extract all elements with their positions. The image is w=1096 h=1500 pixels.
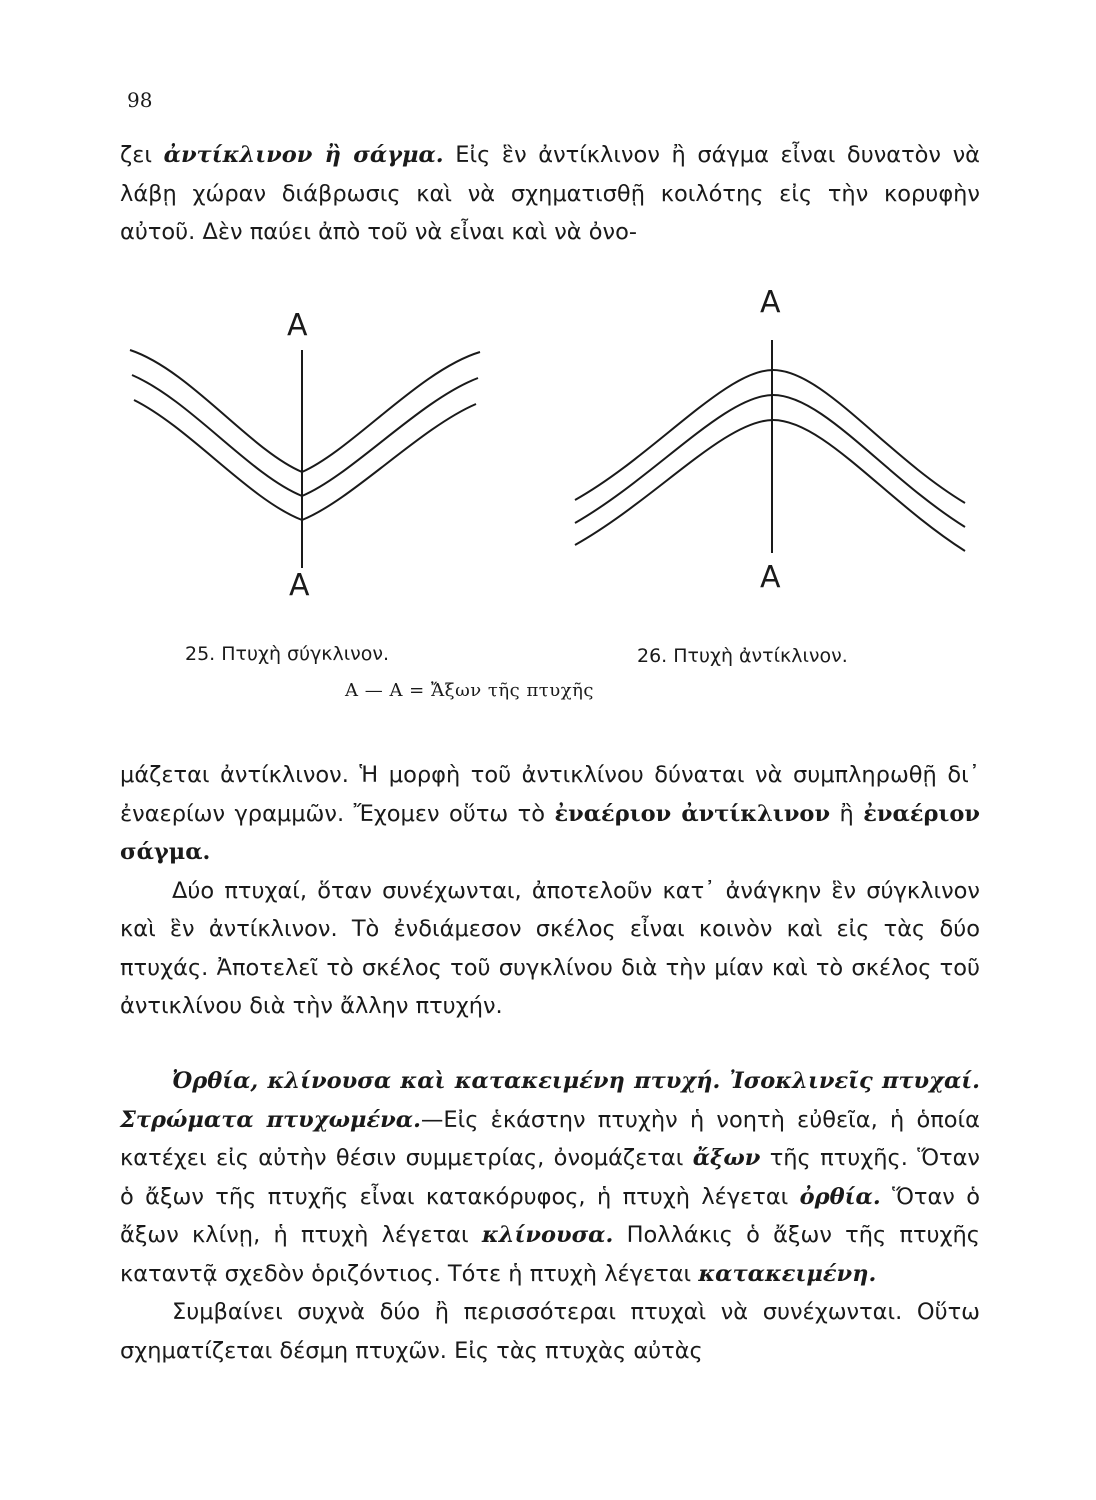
term-upright: ὀρθία.: [799, 1183, 881, 1210]
syncline-axis-bottom-label: A: [289, 568, 310, 603]
bottom-text-4: Πολλάκις ὁ ἄξων τῆς πτυχῆς καταντᾷ σχεδὸν ὁριζόντιος. Τότε ἡ πτυχὴ λέγεται: [120, 1222, 980, 1287]
middle-paragraphs-block: [120, 756, 980, 1026]
top-paragraph-start: ζει: [120, 142, 164, 168]
term-inclined: κλίνουσα.: [481, 1222, 614, 1248]
top-paragraph-block: [120, 136, 980, 252]
figure-syncline: [120, 300, 490, 630]
term-recumbent: κατακειμένη.: [698, 1260, 877, 1287]
syncline-layer-3: [134, 400, 476, 520]
bottom-section-block: [120, 1062, 980, 1370]
syncline-axis-top-label: A: [287, 308, 308, 343]
syncline-layer-1: [130, 350, 480, 472]
caption-anticline: 26. Πτυχὴ ἀντίκλινον.: [637, 645, 848, 667]
anticline-axis-bottom-label: A: [760, 560, 781, 595]
bottom-text-2: τῆς πτυχῆς. Ὅταν ὁ ἄξων τῆς πτυχῆς εἶναι κατακόρυφος, ἡ πτυχὴ λέγεται: [120, 1145, 980, 1210]
anticline-axis-top-label: A: [760, 285, 781, 320]
term-aerial-saddle: ἐναέριον σάγμα.: [120, 800, 981, 865]
page-number: 98: [127, 88, 153, 112]
caption-syncline: 25. Πτυχὴ σύγκλινον.: [185, 643, 390, 665]
syncline-layer-2: [132, 375, 478, 496]
middle-paragraph-2: Δύο πτυχαί, ὅταν συνέχωνται, ἀποτελοῦν κατ᾽ ἀνάγκην ἓν σύγκλινον καὶ ἓν ἀντίκλινον. Τὸ ἐνδιάμεσον σκέλος εἶναι κοινὸν καὶ εἰς τὰς δύο πτυχάς. Ἀποτελεῖ τὸ σκέλος τοῦ συγκλίνου διὰ τὴν μίαν καὶ τὸ σκέλος τοῦ ἀντικλίνου διὰ τὴν ἄλλην πτυχήν.: [120, 877, 980, 1019]
middle-paragraph-1-start: μάζεται ἀντίκλινον. Ἡ μορφὴ τοῦ ἀντικλίνου δύναται νὰ συμπληρωθῇ δι᾽ ἐναερίων γραμμῶν. Ἔχομεν οὕτω τὸ: [120, 762, 980, 827]
figure-anticline: [555, 285, 995, 615]
bottom-paragraph-2: Συμβαίνει συχνὰ δύο ἢ περισσότεραι πτυχαὶ νὰ συνέχωνται. Οὕτω σχηματίζεται δέσμη πτυχῶν. Εἰς τὰς πτυχὰς αὐτὰς: [120, 1299, 980, 1364]
caption-fold-axis: Α — Α = Ἄξων τῆς πτυχῆς: [345, 680, 594, 701]
term-aerial-anticline: ἐναέριον ἀντίκλινον: [554, 800, 831, 827]
middle-paragraph-1: [120, 756, 980, 872]
anticline-layer-3: [575, 420, 965, 551]
bottom-text-1: —Εἰς ἑκάστην πτυχὴν ἡ νοητὴ εὐθεῖα, ἡ ὁποία κατέχει εἰς αὐτὴν θέσιν συμμετρίας, ὀνομάζεται: [120, 1106, 980, 1171]
bottom-paragraph-1: [120, 1062, 980, 1293]
middle-paragraph-1-mid: ἢ: [830, 800, 864, 827]
top-paragraph-rest: Εἰς ἓν ἀντίκλινον ἢ σάγμα εἶναι δυνατὸν νὰ λάβῃ χώραν διάβρωσις καὶ νὰ σχηματισθῇ κοιλότης εἰς τὴν κορυφὴν αὐτοῦ. Δὲν παύει ἀπὸ τοῦ νὰ εἶναι καὶ νὰ ὀνο-: [120, 142, 980, 245]
top-paragraph: [120, 136, 980, 252]
bottom-text-3: Ὅταν ὁ ἄξων κλίνῃ, ἡ πτυχὴ λέγεται: [120, 1183, 980, 1248]
section-heading: Ὀρθία, κλίνουσα καὶ κατακειμένη πτυχή. Ἰσοκλινεῖς πτυχαί. Στρώματα πτυχωμένα.: [120, 1068, 980, 1133]
term-axis: ἄξων: [692, 1145, 761, 1171]
term-anticline-saddle: ἀντίκλινον ἢ σάγμα.: [163, 142, 444, 168]
